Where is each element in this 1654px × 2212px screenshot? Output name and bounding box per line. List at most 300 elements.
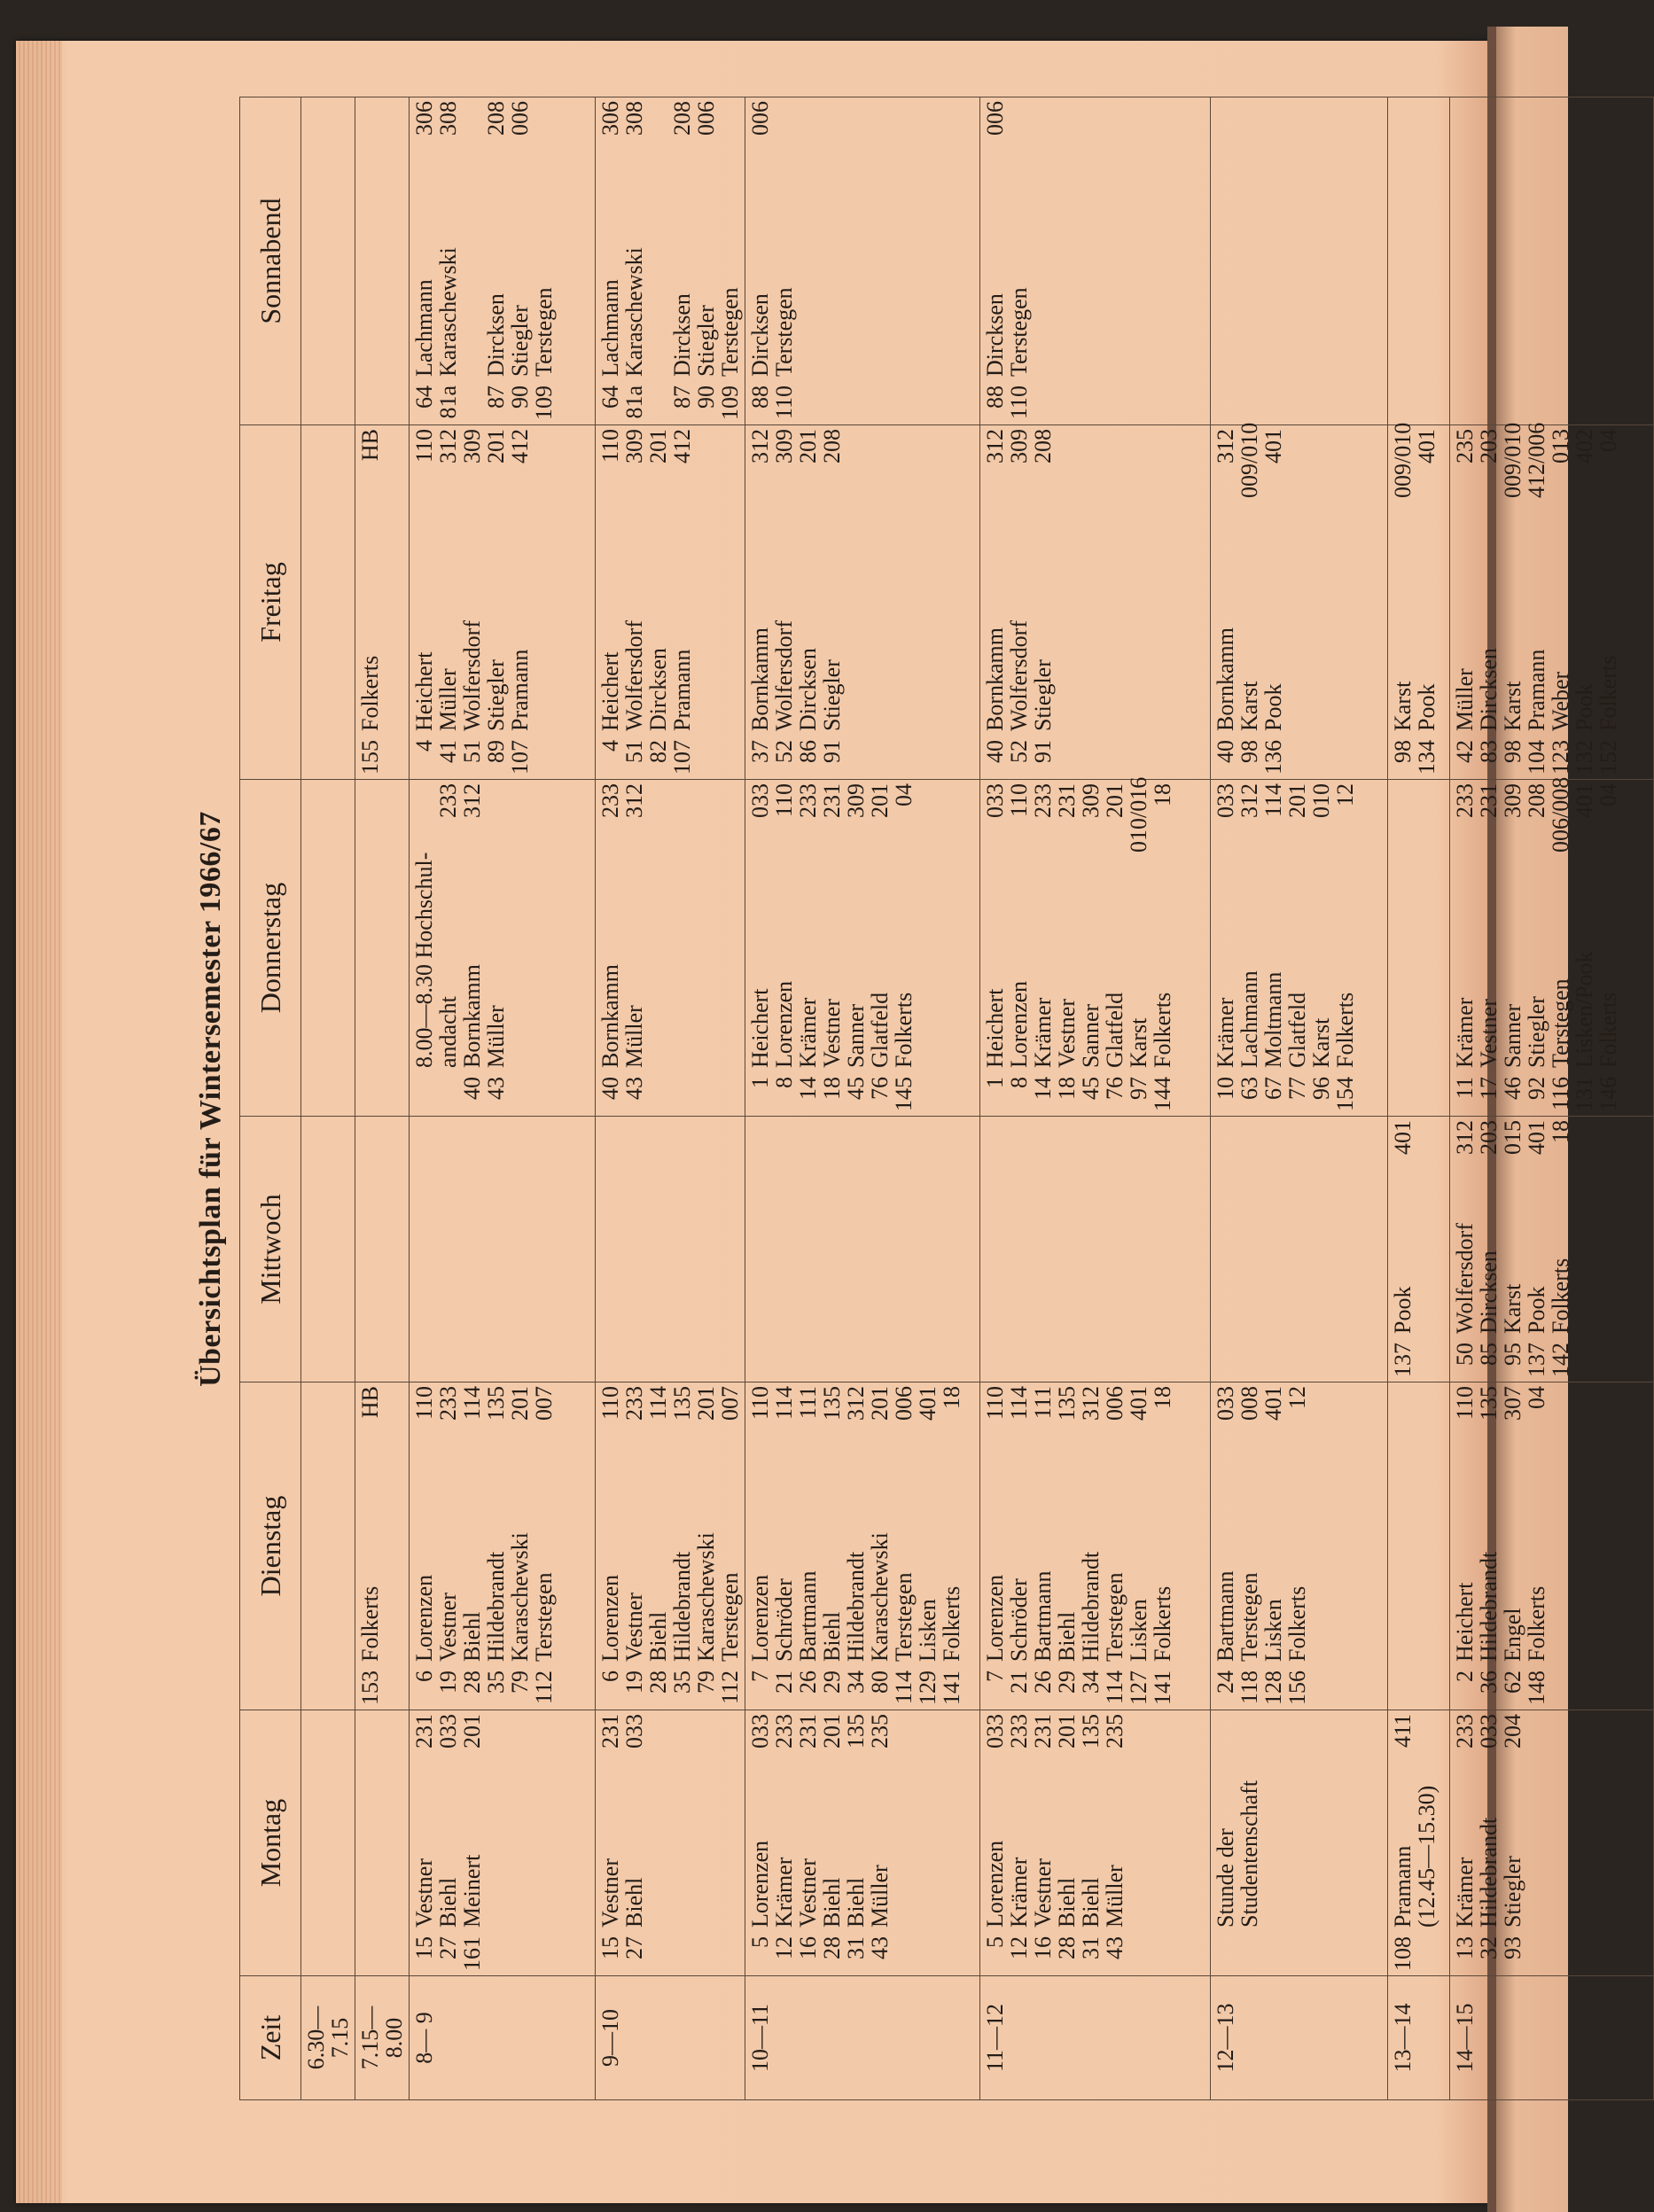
course-entry: [1237, 1714, 1261, 1972]
room-number: 201: [645, 429, 671, 463]
course-entry: [748, 783, 772, 1112]
course-entry: [844, 783, 868, 1112]
lecturer-name: Lisken: [1260, 1599, 1286, 1662]
room-number: 015: [1500, 1120, 1525, 1155]
course-entry: [1103, 1386, 1127, 1706]
room-number: 208: [669, 101, 695, 136]
lecturer-name: Krämer: [1213, 997, 1238, 1068]
lecturer-name: Dircksen: [795, 648, 821, 731]
course-number: 98: [1500, 740, 1525, 763]
course-entry: [1213, 429, 1237, 775]
lecturer-name: Hildebrandt: [483, 1551, 509, 1662]
course-number: 114: [891, 1671, 917, 1705]
course-entry: [1477, 1120, 1501, 1378]
room-number: 033: [1213, 783, 1238, 818]
schedule-cell: [1450, 1117, 1654, 1382]
room-number: [1415, 1714, 1439, 1783]
course-entry: [1549, 1120, 1572, 1378]
course-entry: [436, 1714, 460, 1972]
lecturer-name: Vestner: [597, 1858, 623, 1928]
course-number: 107: [669, 740, 695, 775]
room-number: 033: [1476, 1714, 1502, 1749]
desk-background: [0, 0, 1568, 41]
room-number: 111: [795, 1386, 821, 1420]
course-entry: [868, 1386, 892, 1706]
room-number: 411: [1390, 1714, 1416, 1749]
course-number: 108: [1390, 1936, 1416, 1971]
lecturer-name: Moltmann: [1260, 971, 1286, 1068]
room-number: 135: [1476, 1386, 1502, 1421]
course-number: 134: [1414, 740, 1439, 775]
room-number: 135: [1078, 1714, 1104, 1749]
room-number: HB: [357, 429, 383, 462]
schedule-cell: [980, 776, 1211, 1117]
schedule-cell: [745, 1710, 980, 1976]
course-number: 42: [1452, 740, 1478, 763]
schedule-cell: [355, 1382, 410, 1710]
course-entry: [1079, 1386, 1103, 1706]
lecturer-name: Terstegen: [717, 1572, 743, 1662]
lecturer-name: Krämer: [1452, 997, 1478, 1068]
course-entry: [748, 101, 772, 421]
schedule-cell: [1450, 97, 1654, 425]
course-number: 6: [597, 1671, 623, 1682]
lecturer-name: Biehl: [843, 1877, 869, 1928]
room-number: 114: [1260, 783, 1286, 818]
course-entry: [1501, 783, 1525, 1112]
course-entry: [622, 429, 646, 775]
schedule-cell: [410, 1117, 596, 1382]
room-number: 18: [1548, 1120, 1573, 1143]
schedule-cell: [410, 425, 596, 780]
course-entry: [460, 783, 484, 1112]
room-number: 009/010: [1500, 422, 1525, 498]
room-number: 110: [1452, 1386, 1478, 1421]
room-number: 204: [1500, 1714, 1525, 1749]
room-number: 401: [1126, 1386, 1151, 1421]
course-number: 6: [411, 1671, 437, 1682]
course-number: 12: [771, 1936, 797, 1959]
lecturer-name: Pramann: [1524, 649, 1549, 731]
lecturer-name: Karaschewski: [621, 247, 647, 377]
table-row: [1211, 97, 1388, 2100]
room-number: 114: [459, 1386, 485, 1421]
room-number: 312: [747, 429, 773, 463]
course-number: 142: [1548, 1343, 1573, 1377]
course-entry: [484, 429, 508, 775]
course-entry: [1237, 422, 1262, 775]
room-number: 033: [982, 1714, 1008, 1749]
course-number: 35: [483, 1671, 509, 1694]
schedule-cell: [1450, 1710, 1654, 1976]
course-entry: [646, 1386, 670, 1706]
course-entry: [1500, 422, 1525, 775]
lecturer-name: Lorenzen: [771, 980, 797, 1068]
schedule-cell: [355, 1117, 410, 1382]
room-number: 111: [1030, 1386, 1056, 1420]
room-number: 309: [843, 783, 869, 818]
room-number: 033: [982, 783, 1008, 818]
table-row: [980, 97, 1211, 2100]
room-number: 233: [1030, 783, 1056, 818]
course-number: 98: [1237, 740, 1262, 763]
course-entry: [508, 101, 532, 421]
lecturer-name: Müller: [435, 668, 461, 731]
lecturer-name: Müller: [1452, 668, 1478, 731]
course-number: 31: [1078, 1936, 1104, 1959]
course-entry: [1477, 783, 1501, 1112]
course-number: 43: [621, 1077, 647, 1100]
course-number: 1: [982, 1077, 1008, 1088]
lecturer-name: Biehl: [645, 1611, 671, 1662]
room-number: 312: [843, 1386, 869, 1421]
room-number: 312: [1452, 1120, 1478, 1155]
room-number: [412, 783, 436, 853]
room-number: 231: [1054, 783, 1080, 818]
schedule-cell: [980, 1382, 1211, 1710]
lecturer-name: Bartmann: [1030, 1570, 1056, 1662]
course-number: 87: [483, 386, 509, 409]
course-entry: [1151, 1386, 1174, 1706]
lecturer-name: Vestner: [1476, 999, 1502, 1068]
lecturer-name: Folkerts: [1524, 1585, 1549, 1662]
course-entry: [1415, 1714, 1439, 1972]
room-number: 008: [1237, 1386, 1262, 1421]
lecturer-name: Lorenzen: [747, 1840, 773, 1928]
course-number: 11: [1452, 1077, 1478, 1100]
course-entry: [1453, 783, 1477, 1112]
course-entry: [1261, 429, 1285, 775]
course-number: 29: [1054, 1671, 1080, 1694]
course-number: 80: [867, 1671, 893, 1694]
lecturer-name: Pook: [1524, 1286, 1549, 1334]
room-number: 231: [819, 783, 845, 818]
course-entry: [436, 101, 460, 421]
course-entry: [646, 101, 670, 421]
lecturer-name: Folkerts: [939, 1585, 964, 1662]
lecturer-name: Meinert: [459, 1854, 485, 1928]
lecturer-name: Pook: [1260, 683, 1286, 731]
lecturer-name: Stiegler: [507, 305, 533, 377]
room-number: 007: [531, 1386, 557, 1421]
room-number: 203: [1476, 429, 1502, 463]
course-number: [436, 1068, 460, 1112]
course-entry: [1525, 1386, 1549, 1706]
lecturer-name: Vestner: [1054, 999, 1080, 1068]
course-number: 93: [1500, 1936, 1525, 1959]
room-number: 233: [1452, 783, 1478, 818]
course-number: 40: [1213, 740, 1238, 763]
course-entry: [460, 1386, 484, 1706]
schedule-cell: [410, 97, 596, 425]
course-number: 46: [1500, 1077, 1525, 1100]
course-number: 91: [1030, 740, 1056, 763]
schedule-cell: [410, 1382, 596, 1710]
course-number: 36: [1476, 1671, 1502, 1694]
course-number: 144: [1150, 1077, 1175, 1111]
course-number: 96: [1308, 1077, 1334, 1100]
course-entry: [983, 101, 1007, 421]
course-number: 79: [507, 1671, 533, 1694]
lecturer-name: Pramann: [1390, 1845, 1416, 1928]
room-number: 04: [891, 783, 917, 806]
course-entry: [718, 101, 742, 421]
course-number: 90: [693, 386, 719, 409]
course-entry: [892, 783, 916, 1112]
time-slot: 12—13: [1211, 1976, 1388, 2100]
course-number: 21: [771, 1671, 797, 1694]
lecturer-name: Wolfersdorf: [621, 620, 647, 731]
schedule-cell: [355, 97, 410, 425]
lecturer-name: Lachmann: [411, 279, 437, 377]
room-number: 306: [597, 101, 623, 136]
course-entry: [460, 1714, 484, 1972]
room-number: 04: [1595, 783, 1621, 806]
schedule-cell: [1388, 780, 1450, 1117]
course-entry: [598, 101, 622, 421]
lecturer-name: Stiegler: [1030, 659, 1056, 731]
course-number: 18: [819, 1077, 845, 1100]
room-number: 233: [1006, 1714, 1032, 1749]
course-entry: [1151, 783, 1174, 1112]
course-entry: [718, 1386, 742, 1706]
lecturer-name: Vestner: [819, 999, 845, 1068]
course-number: 85: [1476, 1343, 1502, 1366]
lecturer-name: Folkerts: [1284, 1585, 1310, 1662]
room-number: 312: [1237, 783, 1262, 818]
course-number: 52: [771, 740, 797, 763]
schedule-cell: [596, 97, 745, 425]
lecturer-name: Bartmann: [1213, 1570, 1238, 1662]
lecturer-name: Vestner: [1030, 1858, 1056, 1928]
lecturer-name: Terstegen: [891, 1572, 917, 1662]
course-entry: [1453, 1714, 1477, 1972]
course-number: 112: [531, 1671, 557, 1705]
course-entry: [796, 783, 820, 1112]
course-number: 18: [1054, 1077, 1080, 1100]
time-slot: 11—12: [980, 1976, 1211, 2100]
course-number: 98: [1390, 740, 1416, 763]
room-number: 033: [747, 1714, 773, 1749]
course-number: 97: [1126, 1077, 1151, 1100]
room-number: 231: [795, 1714, 821, 1749]
room-number: 307: [1500, 1386, 1525, 1421]
lecturer-name: Müller: [621, 1005, 647, 1068]
lecturer-name: Schröder: [1006, 1578, 1032, 1662]
room-number: 04: [1524, 1386, 1549, 1409]
lecturer-name: Heichert: [597, 651, 623, 731]
schedule-cell: [596, 425, 745, 780]
room-number: 233: [621, 1386, 647, 1421]
room-number: 208: [819, 429, 845, 463]
lecturer-name: Wolfersdorf: [459, 620, 485, 731]
room-number: 110: [747, 1386, 773, 1421]
course-entry: [844, 1386, 868, 1706]
course-number: 141: [1150, 1671, 1175, 1705]
room-number: 033: [435, 1714, 461, 1749]
course-number: 8: [1006, 1077, 1032, 1088]
room-number: 401: [1260, 1386, 1286, 1421]
course-number: 37: [747, 740, 773, 763]
room-number: 135: [819, 1386, 845, 1421]
course-number: 21: [1006, 1671, 1032, 1694]
room-number: 135: [1054, 1386, 1080, 1421]
course-number: 131: [1572, 1077, 1597, 1111]
schedule-cell: [301, 1117, 355, 1382]
course-entry: [940, 1386, 964, 1706]
room-number: 231: [1476, 783, 1502, 818]
course-number: 28: [645, 1671, 671, 1694]
course-entry: [1007, 1714, 1031, 1972]
schedule-cell: [410, 1710, 596, 1976]
room-number: 233: [435, 783, 461, 818]
room-number: 201: [1284, 783, 1310, 818]
course-entry: [772, 429, 796, 775]
course-entry: [598, 1714, 622, 1972]
room-number: 114: [771, 1386, 797, 1421]
room-number: 208: [1030, 429, 1056, 463]
room-number: 401: [1572, 783, 1597, 818]
course-number: 1: [747, 1077, 773, 1088]
course-entry: [772, 101, 796, 421]
room-number: [1237, 1711, 1261, 1780]
lecturer-name: Krämer: [1006, 1857, 1032, 1928]
lecturer-name: Bartmann: [795, 1570, 821, 1662]
lecturer-name: Krämer: [771, 1857, 797, 1928]
room-number: 309: [459, 429, 485, 463]
timetable: [239, 97, 1654, 2100]
room-number: 110: [597, 1386, 623, 1421]
room-number: 208: [1524, 783, 1549, 818]
room-number: 401: [1390, 1120, 1416, 1155]
course-entry: [1501, 1386, 1525, 1706]
course-number: 2: [1452, 1671, 1478, 1682]
lecturer-name: Bornkamm: [597, 964, 623, 1068]
lecturer-name: Schröder: [771, 1578, 797, 1662]
schedule-cell: [596, 1710, 745, 1976]
lecturer-name: Biehl: [1078, 1877, 1104, 1928]
course-number: 88: [982, 386, 1008, 409]
lecturer-name: Stiegler: [819, 659, 845, 731]
course-entry: [1261, 783, 1285, 1112]
room-number: 033: [747, 783, 773, 818]
course-number: 28: [459, 1671, 485, 1694]
course-number: 35: [669, 1671, 695, 1694]
course-number: 127: [1126, 1671, 1151, 1705]
course-number: 110: [771, 386, 797, 420]
rotated-timetable: [186, 97, 1621, 2100]
lecturer-name: Glatfeld: [1102, 992, 1127, 1068]
course-entry: [820, 1714, 844, 1972]
course-number: 15: [597, 1936, 623, 1959]
lecturer-name: Hildebrandt: [669, 1551, 695, 1662]
course-number: 51: [621, 740, 647, 763]
course-entry: [1007, 1386, 1031, 1706]
course-entry: [622, 101, 646, 421]
room-number: 401: [1414, 429, 1439, 463]
room-number: 201: [867, 783, 893, 818]
schedule-cell: [1211, 780, 1388, 1117]
course-entry: [1031, 1386, 1055, 1706]
room-number: 033: [1213, 1386, 1238, 1421]
room-number: 010/016: [1126, 776, 1151, 853]
room-number: 235: [1102, 1714, 1127, 1749]
time-slot: 14—15: [1450, 1976, 1654, 2100]
course-number: 109: [531, 386, 557, 420]
lecturer-name: Biehl: [435, 1877, 461, 1928]
course-number: 43: [483, 1077, 509, 1100]
schedule-cell: [745, 425, 980, 780]
room-number: 233: [795, 783, 821, 818]
course-entry: [1261, 1386, 1285, 1706]
lecturer-name: Lorenzen: [1006, 980, 1032, 1068]
room-number: 312: [435, 429, 461, 463]
course-number: 14: [795, 1077, 821, 1100]
schedule-cell: [980, 1710, 1211, 1976]
room-number: 007: [717, 1386, 743, 1421]
schedule-cell: [1388, 97, 1450, 425]
course-entry: [358, 1386, 382, 1706]
course-entry: [460, 429, 484, 775]
lecturer-name: Wolfersdorf: [1006, 620, 1032, 731]
course-entry: [1031, 429, 1055, 775]
room-number: HB: [357, 1386, 383, 1419]
course-number: 87: [669, 386, 695, 409]
course-entry: [622, 783, 646, 1112]
course-entry: [436, 783, 460, 1112]
room-number: 110: [411, 429, 437, 463]
room-number: 006: [507, 101, 533, 136]
schedule-cell: [745, 97, 980, 425]
header-sonnabend: Sonnabend: [240, 97, 301, 425]
course-entry: [1391, 1120, 1415, 1378]
course-entry: [412, 101, 436, 421]
course-number: 19: [621, 1671, 647, 1694]
lecturer-name: Sanner: [1500, 1003, 1525, 1068]
lecturer-name: Stiegler: [1500, 1856, 1525, 1928]
course-entry: [460, 101, 484, 421]
room-number: 201: [867, 1386, 893, 1421]
course-entry: [983, 429, 1007, 775]
room-number: 135: [483, 1386, 509, 1421]
course-number: [1237, 1928, 1261, 1972]
course-entry: [748, 429, 772, 775]
lecturer-name: Stiegler: [483, 659, 509, 731]
room-number: 114: [645, 1386, 671, 1421]
room-number: 306: [411, 101, 437, 136]
lecturer-name: Bornkamm: [982, 627, 1008, 731]
schedule-cell: [355, 425, 410, 780]
course-number: 19: [435, 1671, 461, 1694]
room-number: 401: [915, 1386, 940, 1421]
course-entry: [796, 429, 820, 775]
schedule-cell: [301, 1382, 355, 1710]
course-entry: [1525, 1120, 1549, 1378]
room-number: 04: [1595, 429, 1621, 452]
course-number: 88: [747, 386, 773, 409]
room-number: [484, 783, 508, 853]
course-number: 112: [717, 1671, 743, 1705]
course-entry: [1453, 1120, 1477, 1378]
room-number: 208: [483, 101, 509, 136]
room-number: 308: [435, 101, 461, 136]
course-number: [412, 1068, 436, 1112]
room-number: 312: [1213, 429, 1238, 463]
course-number: 104: [1524, 740, 1549, 775]
course-number: 137: [1524, 1343, 1549, 1377]
room-number: 231: [1030, 1714, 1056, 1749]
lecturer-name: Lorenzen: [597, 1574, 623, 1662]
